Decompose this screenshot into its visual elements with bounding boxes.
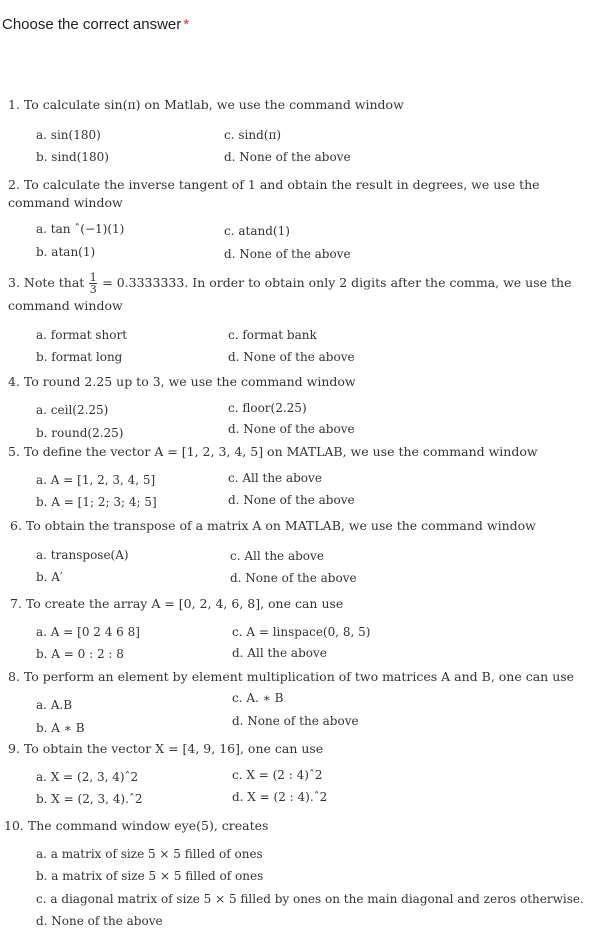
q10-option-b: b. a matrix of size 5 × 5 filled of ones [36, 869, 264, 883]
q10-option-d: d. None of the above [36, 914, 163, 928]
q2-option-d: d. None of the above [224, 247, 351, 261]
q7-option-c: c. A = linspace(0, 8, 5) [232, 625, 371, 639]
q1-option-a: a. sin(180) [36, 128, 101, 142]
q1-option-c: c. sind(π) [224, 128, 282, 142]
q3-option-d: d. None of the above [228, 350, 355, 364]
question-6: 6. To obtain the transpose of a matrix A on MATLAB, we use the command window [10, 518, 536, 533]
q4-option-b: b. round(2.25) [36, 426, 124, 440]
q8-option-b: b. A ∗ B [36, 721, 85, 735]
q9-option-b: b. X = (2, 3, 4).ˆ2 [36, 792, 143, 806]
q6-option-c: c. All the above [230, 549, 324, 563]
q1-option-d: d. None of the above [224, 150, 351, 164]
title-text: Choose the correct answer [2, 16, 182, 33]
q2-option-b: b. atan(1) [36, 245, 96, 259]
question-1: 1. To calculate sin(π) on Matlab, we use the command window [8, 97, 404, 112]
q6-option-a: a. transpose(A) [36, 548, 129, 562]
q7-option-a: a. A = [0 2 4 6 8] [36, 625, 140, 639]
q5-option-a: a. A = [1, 2, 3, 4, 5] [36, 473, 156, 487]
q10-option-c: c. a diagonal matrix of size 5 × 5 filled by ones on the main diagonal and zeros otherwise. [36, 892, 584, 906]
form-question-title [2, 16, 189, 33]
q6-option-b: b. A′ [36, 570, 63, 584]
q3-text-after: = 0.3333333. In order to obtain only 2 digits after the comma, we use the command window [8, 275, 572, 313]
q8-option-a: a. A.B [36, 698, 73, 712]
q4-option-a: a. ceil(2.25) [36, 403, 109, 417]
q6-option-d: d. None of the above [230, 571, 357, 585]
q10-option-a: a. a matrix of size 5 × 5 filled of ones [36, 847, 263, 861]
required-asterisk: * [183, 16, 190, 33]
fraction-denominator: 3 [89, 283, 97, 296]
question-2: 2. To calculate the inverse tangent of 1 and obtain the result in degrees, we use the command window [8, 177, 540, 210]
q4-option-d: d. None of the above [228, 422, 355, 436]
question-5: 5. To define the vector A = [1, 2, 3, 4, 5] on MATLAB, we use the command window [8, 444, 538, 459]
q8-option-d: d. None of the above [232, 714, 359, 728]
q5-option-c: c. All the above [228, 471, 322, 485]
question-7: 7. To create the array A = [0, 2, 4, 6, 8], one can use [10, 596, 344, 611]
q3-text-before: 3. Note that [8, 275, 85, 290]
one-third-fraction [89, 272, 97, 295]
q9-option-d: d. X = (2 : 4).ˆ2 [232, 790, 328, 804]
q8-option-c: c. A. ∗ B [232, 691, 284, 705]
q4-option-c: c. floor(2.25) [228, 401, 307, 415]
q5-option-d: d. None of the above [228, 493, 355, 507]
q5-option-b: b. A = [1; 2; 3; 4; 5] [36, 495, 157, 509]
question-8: 8. To perform an element by element multiplication of two matrices A and B, one can use [8, 669, 575, 684]
question-4: 4. To round 2.25 up to 3, we use the command window [8, 374, 356, 389]
q3-option-a: a. format short [36, 328, 128, 342]
question-10: 10. The command window eye(5), creates [4, 818, 269, 833]
q7-option-d: d. All the above [232, 646, 327, 660]
q9-option-a: a. X = (2, 3, 4)ˆ2 [36, 770, 139, 784]
q3-option-c: c. format bank [228, 328, 317, 342]
q2-option-a: a. tan ˆ(−1)(1) [36, 222, 125, 236]
q9-option-c: c. X = (2 : 4)ˆ2 [232, 768, 323, 782]
fraction-numerator: 1 [89, 271, 97, 284]
q3-option-b: b. format long [36, 350, 123, 364]
question-9: 9. To obtain the vector X = [4, 9, 16], one can use [8, 741, 324, 756]
q1-option-b: b. sind(180) [36, 150, 109, 164]
q2-option-c: c. atand(1) [224, 224, 290, 238]
question-3 [8, 272, 593, 317]
q7-option-b: b. A = 0 : 2 : 8 [36, 647, 124, 661]
